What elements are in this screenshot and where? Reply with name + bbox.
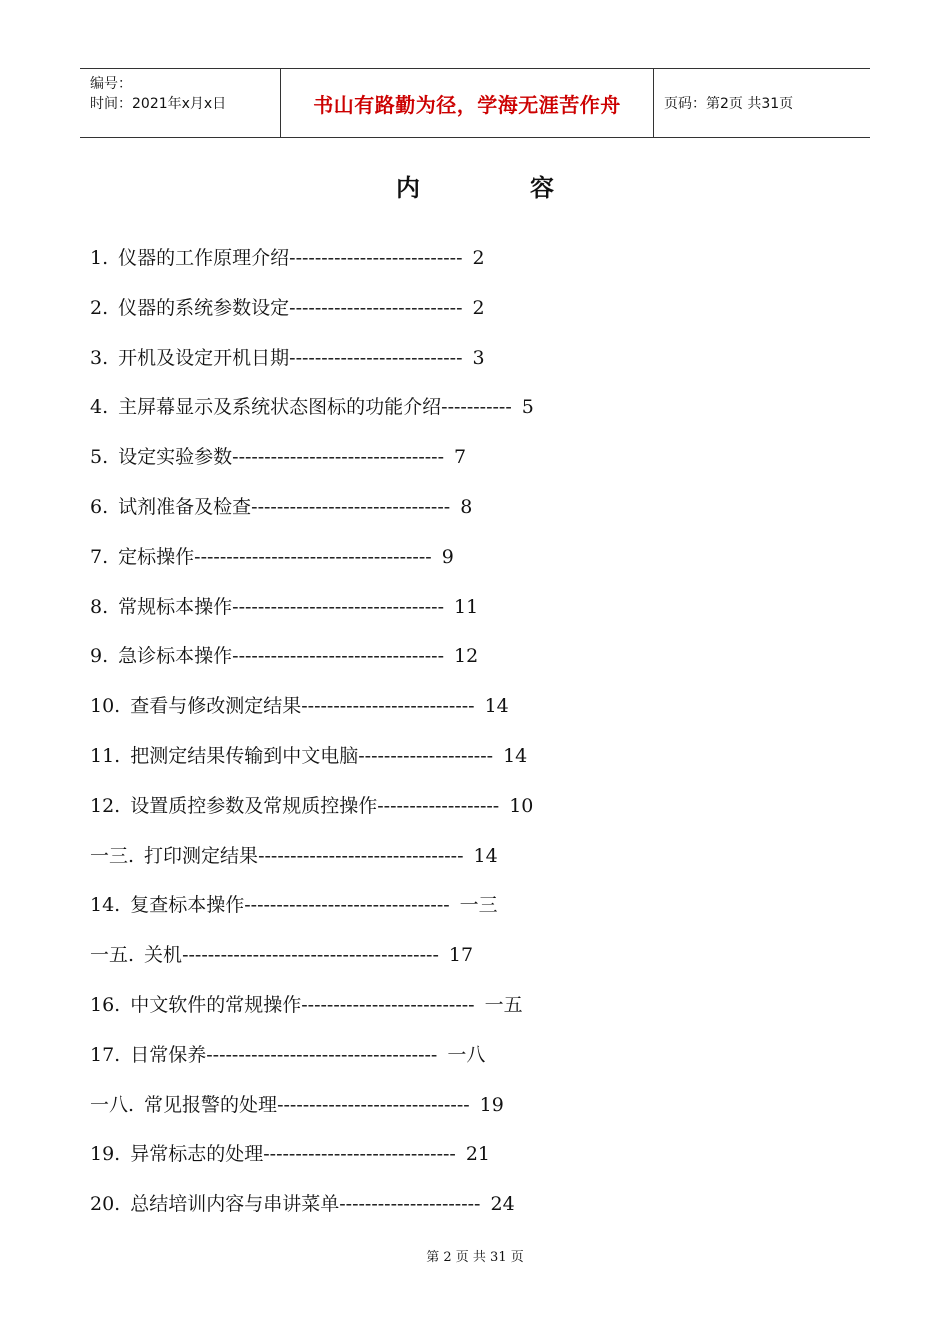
toc-entry-page: 一三 — [459, 894, 498, 917]
toc-entry-title: 常见报警的处理 — [144, 1093, 278, 1116]
toc-entry-title: 主屏幕显示及系统状态图标的功能介绍 — [118, 396, 442, 419]
toc-entry-page: 一五 — [484, 994, 523, 1016]
header-meta-cell — [80, 69, 281, 137]
toc-entry — [90, 290, 485, 326]
toc-entry-number: 2. — [90, 296, 109, 319]
toc-entry — [90, 1037, 485, 1073]
toc-entry-number: 11. — [90, 745, 121, 767]
toc-entry — [90, 638, 478, 674]
toc-entry-page: 21 — [465, 1143, 491, 1166]
toc-entry-number: 一五. — [90, 944, 135, 967]
page-header — [80, 68, 870, 138]
toc-entry-number: 7. — [90, 545, 109, 568]
toc-entry-page: 24 — [490, 1193, 515, 1216]
toc-entry-number: 16. — [90, 994, 121, 1016]
toc-entry-leader: ------------------------------- — [251, 496, 451, 518]
toc-entry-page: 2 — [472, 296, 485, 319]
toc-entry-title: 异常标志的处理 — [130, 1143, 264, 1166]
toc-entry-number: 12. — [90, 794, 121, 817]
toc-entry-number: 5. — [90, 446, 109, 469]
toc-entry-title: 定标操作 — [118, 545, 195, 568]
toc-entry-leader: --------------------------- — [289, 296, 463, 319]
toc-entry — [90, 987, 523, 1023]
toc-entry-title: 开机及设定开机日期 — [118, 346, 290, 369]
toc-entry — [90, 1186, 515, 1222]
toc-entry-number: 19. — [90, 1143, 121, 1166]
header-time-label: 时间：2021年x月x日 — [90, 96, 227, 112]
toc-entry-title: 中文软件的常规操作 — [130, 994, 302, 1016]
toc-entry-title: 试剂准备及检查 — [118, 496, 252, 518]
toc-entry — [90, 439, 466, 475]
toc-entry-page: 9 — [441, 545, 454, 568]
toc-entry-page: 5 — [521, 396, 534, 419]
toc-entry-number: 一三. — [90, 844, 135, 867]
toc-entry-leader: ------------------------------ — [263, 1143, 456, 1166]
toc-entry-page: 8 — [460, 496, 473, 518]
toc-entry — [90, 738, 527, 774]
toc-entry-leader: ------------------------------ — [277, 1093, 470, 1116]
toc-entry-leader: --------------------------------- — [232, 645, 445, 668]
toc-entry-title: 仪器的系统参数设定 — [118, 296, 290, 319]
toc-entry-title: 仪器的工作原理介绍 — [118, 247, 290, 269]
toc-entry-number: 20. — [90, 1193, 121, 1216]
toc-entry-title: 日常保养 — [130, 1043, 207, 1066]
toc-entry-leader: --------------------------- — [301, 695, 475, 718]
toc-entry-leader: ------------------------------------ — [206, 1043, 438, 1066]
toc-entry-title: 查看与修改测定结果 — [130, 695, 302, 718]
toc-entry-number: 8. — [90, 595, 109, 618]
toc-entry-leader: ---------------------------------------- — [182, 944, 439, 967]
toc-entry-number: 10. — [90, 695, 121, 718]
toc-entry-page: 14 — [484, 695, 509, 718]
toc-entry — [90, 240, 485, 276]
toc-entry-page: 14 — [503, 745, 528, 767]
page-footer: 第 2 页 共 31 页 — [426, 1250, 524, 1265]
toc-entry — [90, 838, 498, 874]
toc-entry — [90, 1087, 504, 1123]
toc-entry-page: 19 — [479, 1093, 504, 1116]
toc-entry-number: 4. — [90, 396, 109, 419]
toc-entry-number: 6. — [90, 496, 109, 518]
toc-entry-leader: ------------------- — [377, 794, 500, 817]
toc-entry-page: 7 — [454, 446, 467, 469]
toc-entry — [90, 887, 498, 923]
toc-entry-leader: --------------------------------- — [232, 595, 445, 618]
toc-entry-leader: ----------- — [441, 396, 512, 419]
page-title — [0, 168, 950, 203]
toc-entry-title: 复查标本操作 — [130, 894, 245, 917]
toc-entry — [90, 389, 534, 425]
toc-entry-page: 2 — [472, 247, 485, 269]
toc-entry-leader: --------------------------- — [289, 247, 463, 269]
header-page-info: 页码：第2页 共31页 — [664, 96, 794, 112]
title-char-2: 容 — [530, 174, 554, 202]
toc-entry-title: 设定实验参数 — [118, 446, 233, 469]
toc-entry-leader: --------------------- — [358, 745, 494, 767]
toc-entry-number: 1. — [90, 247, 109, 269]
toc-entry-number: 14. — [90, 894, 121, 917]
toc-entry — [90, 788, 533, 824]
toc-entry — [90, 340, 485, 376]
toc-entry-page: 14 — [473, 844, 498, 867]
toc-entry — [90, 937, 473, 973]
toc-entry-number: 17. — [90, 1043, 121, 1066]
toc-entry-page: 17 — [448, 944, 474, 967]
toc-entry-title: 关机 — [144, 944, 183, 967]
toc-entry-page: 3 — [472, 346, 485, 369]
toc-entry — [90, 688, 509, 724]
toc-entry — [90, 589, 478, 625]
toc-entry-page: 一八 — [447, 1043, 486, 1066]
toc-entry-leader: ---------------------- — [339, 1193, 481, 1216]
toc-entry-number: 9. — [90, 645, 109, 668]
toc-entry-leader: --------------------------- — [289, 346, 463, 369]
toc-entry-number: 3. — [90, 346, 109, 369]
toc-entry-title: 常规标本操作 — [118, 595, 233, 618]
toc-entry-title: 打印测定结果 — [144, 844, 259, 867]
toc-entry-title: 把测定结果传输到中文电脑 — [130, 745, 359, 767]
toc-entry-page: 12 — [454, 645, 479, 668]
header-motto: 书山有路勤为径，学海无涯苦作舟 — [281, 69, 654, 137]
toc-entry-leader: ------------------------------------- — [194, 545, 432, 568]
toc-entry-leader: -------------------------------- — [258, 844, 464, 867]
toc-entry — [90, 539, 454, 575]
toc-entry — [90, 1136, 490, 1172]
toc-entry — [90, 489, 472, 525]
title-char-1: 内 — [396, 174, 420, 202]
toc-entry-title: 总结培训内容与串讲菜单 — [130, 1193, 340, 1216]
toc-entry-leader: --------------------------------- — [232, 446, 445, 469]
toc-entry-page: 10 — [509, 794, 534, 817]
toc-entry-leader: --------------------------- — [301, 994, 475, 1016]
toc-entry-title: 设置质控参数及常规质控操作 — [130, 794, 378, 817]
toc-entry-number: 一八. — [90, 1093, 135, 1116]
header-code-label: 编号： — [90, 76, 132, 92]
toc-entry-title: 急诊标本操作 — [118, 645, 233, 668]
toc-entry-page: 11 — [454, 595, 479, 618]
toc-entry-leader: -------------------------------- — [244, 894, 450, 917]
